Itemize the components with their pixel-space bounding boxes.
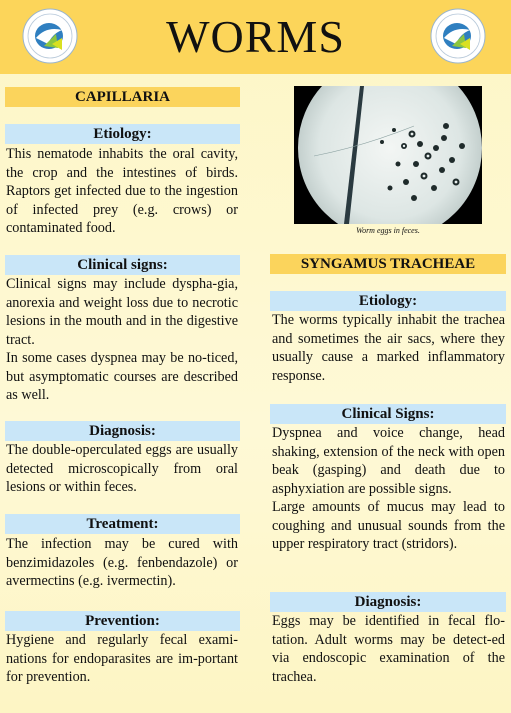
paragraph-clinical-signs-2: In some cases dyspnea may be no-ticed, but asymptomatic courses are described as well. <box>6 350 238 403</box>
subsection-title-prevention: Prevention: <box>5 611 240 631</box>
paragraph-clinical-signs: Dyspnea and voice change, head shaking, extension of the neck with open beak (gasping) and death due to asphyxiation are possible signs. <box>272 425 505 497</box>
microscope-photo <box>294 86 482 224</box>
paragraph-etiology: This nematode inhabits the oral cavity, the crop and the intestines of birds. Raptors get infected due to the ingestion of infected prey (e.g. crows) or contaminated food. <box>6 146 238 236</box>
section-title-syngamus-tracheae: SYNGAMUS TRACHEAE <box>270 254 506 274</box>
subsection-title-treatment: Treatment: <box>5 514 240 534</box>
page-title: WORMS <box>166 11 345 62</box>
subsection-title-clinical-signs: Clinical signs: <box>5 255 240 275</box>
paragraph-clinical-signs: Clinical signs may include dyspha-gia, anorexia and weight loss due to necrotic lesions in the mouth and in the digestive tract. <box>6 276 238 348</box>
paragraph-treatment: The infection may be cured with benzimidazoles (e.g. fenbendazole) or avermectins (e.g. ivermectin). <box>6 536 238 589</box>
section-title-capillaria: CAPILLARIA <box>5 87 240 107</box>
subsection-title-diagnosis: Diagnosis: <box>5 421 240 441</box>
subsection-title-diagnosis: Diagnosis: <box>270 592 506 612</box>
paragraph-diagnosis: Eggs may be identified in fecal flo-tation. Adult worms may be detect-ed via endoscopic examination of the trachea. <box>272 613 505 685</box>
logo-icon <box>430 8 486 64</box>
paragraph-prevention: Hygiene and regularly fecal exami-nations for endoparasites are im-portant for prevention. <box>6 632 238 685</box>
subsection-title-etiology: Etiology: <box>270 291 506 311</box>
worm-eggs-image <box>294 86 482 224</box>
paragraph-clinical-signs-2: Large amounts of mucus may lead to coughing and unusual sounds from the upper respiratory tract (stridors). <box>272 499 505 552</box>
paragraph-diagnosis: The double-operculated eggs are usually detected microscopically from oral lesions or within feces. <box>6 442 238 495</box>
header-banner <box>0 0 511 74</box>
photo-caption: Worm eggs in feces. <box>356 226 420 235</box>
subsection-title-etiology: Etiology: <box>5 124 240 144</box>
subsection-title-clinical-signs: Clinical Signs: <box>270 404 506 424</box>
paragraph-etiology: The worms typically inhabit the trachea and sometimes the air sacs, where they usually cause a marked inflammatory response. <box>272 312 505 384</box>
